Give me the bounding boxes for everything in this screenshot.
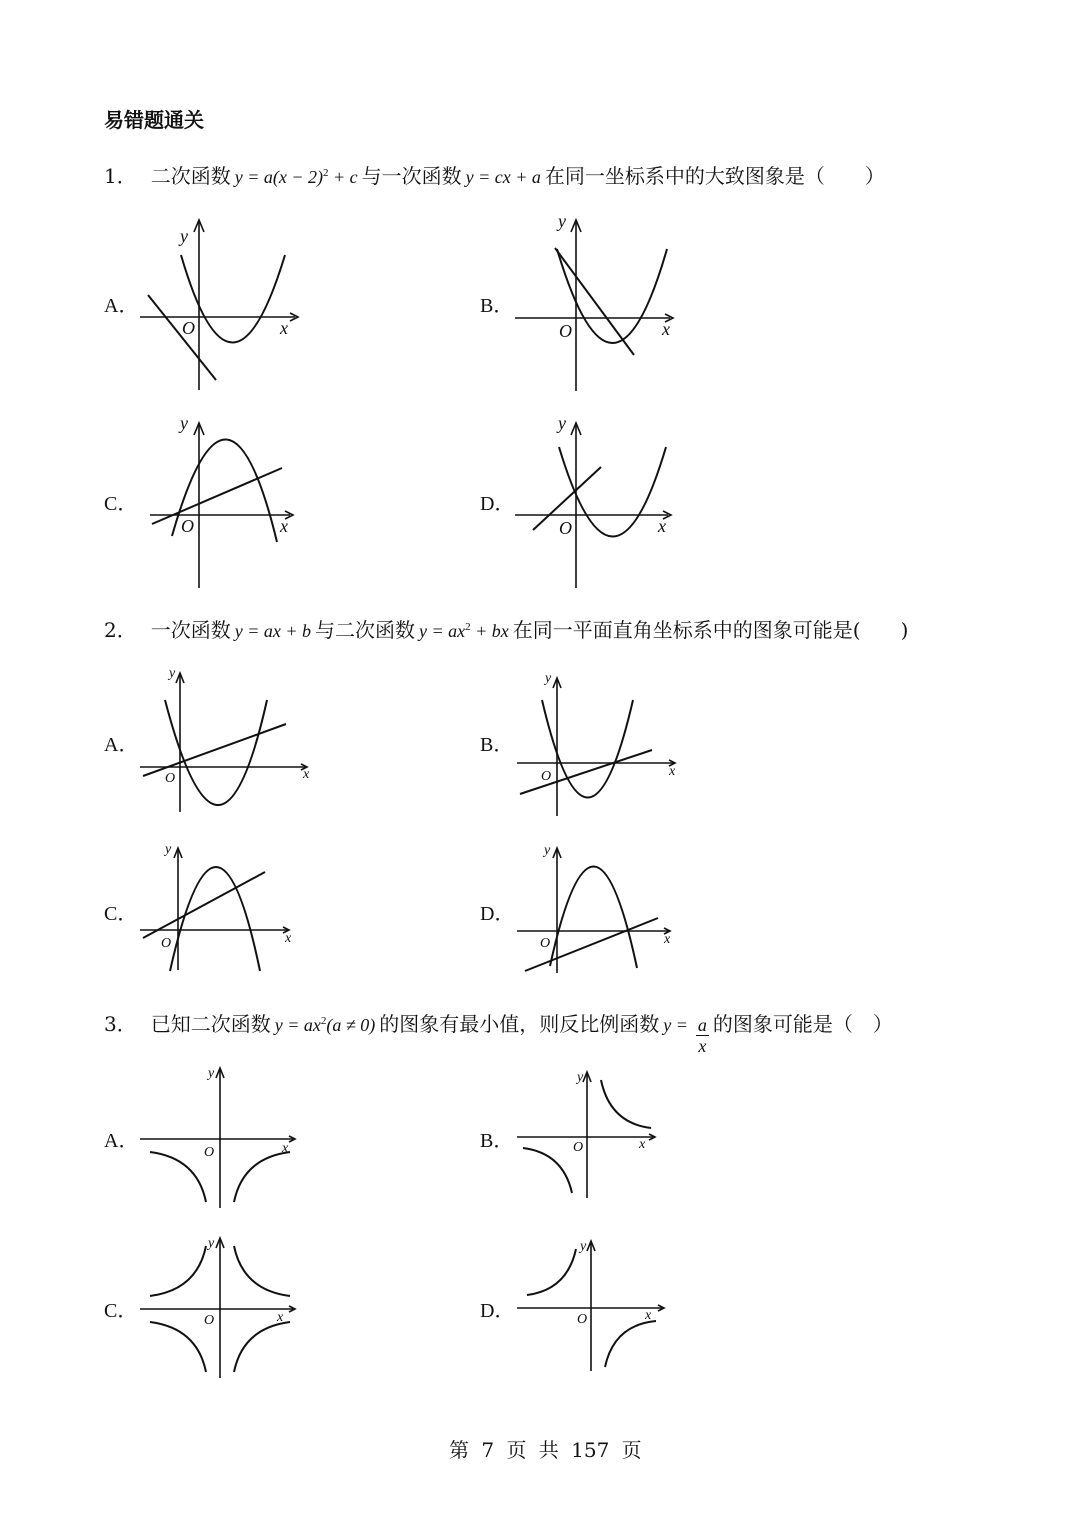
option-label-b[interactable]: B． bbox=[480, 734, 514, 756]
formula-quadratic: $y = ax^2$ + bx bbox=[419, 621, 509, 641]
q2-graph-d bbox=[515, 838, 685, 978]
hyperbola-branch bbox=[150, 1246, 206, 1296]
question-text: 二次函数 bbox=[150, 164, 231, 188]
option-label-c[interactable]: C． bbox=[104, 903, 138, 925]
x-axis-label: x bbox=[645, 1308, 652, 1323]
question-text: 在同一平面直角坐标系中的图象可能是( ) bbox=[512, 618, 909, 642]
x-axis-label: x bbox=[285, 931, 292, 946]
x-axis-label: x bbox=[280, 516, 288, 536]
y-axis-label: y bbox=[544, 843, 551, 858]
origin-label: O bbox=[540, 936, 551, 951]
question-number: 2． bbox=[104, 618, 137, 642]
formula-quadratic: $y = a(x - 2)^2 + c$ bbox=[234, 167, 358, 187]
formula-quadratic: $y = ax^2(a \ne 0)$ bbox=[274, 1015, 376, 1035]
option-label-c[interactable]: C． bbox=[104, 493, 138, 515]
formula-inverse: y = bbox=[663, 1015, 688, 1035]
x-axis-label: x bbox=[662, 319, 670, 339]
y-axis-label: y bbox=[577, 1070, 584, 1085]
origin-label: O bbox=[559, 518, 572, 538]
q2-graph-b bbox=[515, 670, 690, 820]
q1-graph-a bbox=[130, 210, 310, 395]
origin-label: O bbox=[577, 1312, 588, 1327]
parabola bbox=[550, 866, 637, 968]
question-text: 与二次函数 bbox=[315, 618, 416, 642]
origin-label: O bbox=[161, 936, 172, 951]
line bbox=[148, 295, 216, 380]
hyperbola-branch bbox=[150, 1322, 206, 1372]
hyperbola-branch bbox=[234, 1246, 290, 1296]
q3-graph-c bbox=[135, 1232, 305, 1382]
q1-graph-b bbox=[510, 205, 690, 395]
option-label-a[interactable]: A． bbox=[104, 734, 139, 756]
y-axis-label: y bbox=[169, 666, 176, 681]
q3-graph-a bbox=[135, 1062, 305, 1212]
option-label-d[interactable]: D． bbox=[480, 493, 515, 515]
option-label-d[interactable]: D． bbox=[480, 903, 515, 925]
origin-label: O bbox=[573, 1140, 584, 1155]
section-heading: 易错题通关 bbox=[104, 108, 204, 132]
y-axis-label: y bbox=[558, 413, 566, 433]
question-1-text bbox=[104, 160, 885, 189]
origin-label: O bbox=[204, 1313, 215, 1328]
question-text: 的图象可能是（ ） bbox=[712, 1012, 893, 1036]
line bbox=[143, 724, 286, 776]
option-label-c[interactable]: C． bbox=[104, 1300, 138, 1322]
hyperbola-branch bbox=[527, 1249, 576, 1295]
formula-linear: y = ax + b bbox=[234, 621, 312, 641]
q3-graph-b bbox=[515, 1068, 675, 1203]
question-text: 与一次函数 bbox=[361, 164, 462, 188]
hyperbola-branch bbox=[150, 1152, 206, 1202]
question-2-text bbox=[104, 614, 908, 643]
q2-graph-c bbox=[135, 838, 305, 973]
question-number: 3． bbox=[104, 1012, 137, 1036]
line bbox=[143, 872, 265, 938]
y-axis-label: y bbox=[180, 413, 188, 433]
question-number: 1． bbox=[104, 164, 137, 188]
question-text: 已知二次函数 bbox=[150, 1012, 271, 1036]
y-axis-label: y bbox=[208, 1236, 215, 1251]
x-axis-label: x bbox=[664, 932, 671, 947]
q2-graph-a bbox=[135, 660, 320, 820]
formula-linear: y = cx + a bbox=[465, 167, 541, 187]
option-label-b[interactable]: B． bbox=[480, 1130, 514, 1152]
origin-label: O bbox=[181, 516, 194, 536]
hyperbola-branch bbox=[523, 1148, 572, 1193]
fraction-a-over-x: $\frac{a}{x}$ bbox=[697, 1015, 707, 1056]
origin-label: O bbox=[165, 771, 176, 786]
y-axis-label: y bbox=[180, 226, 188, 246]
y-axis-label: y bbox=[208, 1066, 215, 1081]
q3-graph-d bbox=[515, 1235, 675, 1375]
y-axis-label: y bbox=[165, 842, 172, 857]
y-axis-label: y bbox=[545, 671, 552, 686]
option-label-a[interactable]: A． bbox=[104, 1130, 139, 1152]
hyperbola-branch bbox=[601, 1080, 651, 1128]
q1-graph-d bbox=[510, 410, 685, 595]
parabola bbox=[181, 255, 285, 343]
origin-label: O bbox=[559, 321, 572, 341]
x-axis-label: x bbox=[639, 1137, 646, 1152]
x-axis-label: x bbox=[303, 767, 310, 782]
parabola bbox=[557, 249, 667, 343]
option-label-d[interactable]: D． bbox=[480, 1300, 515, 1322]
q1-graph-c bbox=[140, 410, 310, 595]
x-axis-label: x bbox=[669, 764, 676, 779]
page-number-footer: 第 7 页 共 157 页 bbox=[449, 1438, 642, 1462]
origin-label: O bbox=[541, 769, 552, 784]
question-text: 在同一坐标系中的大致图象是（ ） bbox=[544, 164, 885, 188]
hyperbola-branch bbox=[605, 1321, 656, 1367]
hyperbola-branch bbox=[234, 1152, 290, 1202]
x-axis-label: x bbox=[282, 1141, 289, 1156]
question-text: 一次函数 bbox=[150, 618, 231, 642]
question-3-text bbox=[104, 1008, 893, 1056]
question-text: 的图象有最小值，则反比例函数 bbox=[379, 1012, 660, 1036]
origin-label: O bbox=[204, 1145, 215, 1160]
y-axis-label: y bbox=[580, 1239, 587, 1254]
x-axis-label: x bbox=[658, 516, 666, 536]
x-axis-label: x bbox=[280, 318, 288, 338]
option-label-b[interactable]: B． bbox=[480, 295, 514, 317]
hyperbola-branch bbox=[234, 1322, 290, 1372]
option-label-a[interactable]: A． bbox=[104, 295, 139, 317]
x-axis-label: x bbox=[277, 1310, 284, 1325]
y-axis-label: y bbox=[558, 211, 566, 231]
origin-label: O bbox=[182, 318, 195, 338]
line bbox=[520, 750, 652, 794]
